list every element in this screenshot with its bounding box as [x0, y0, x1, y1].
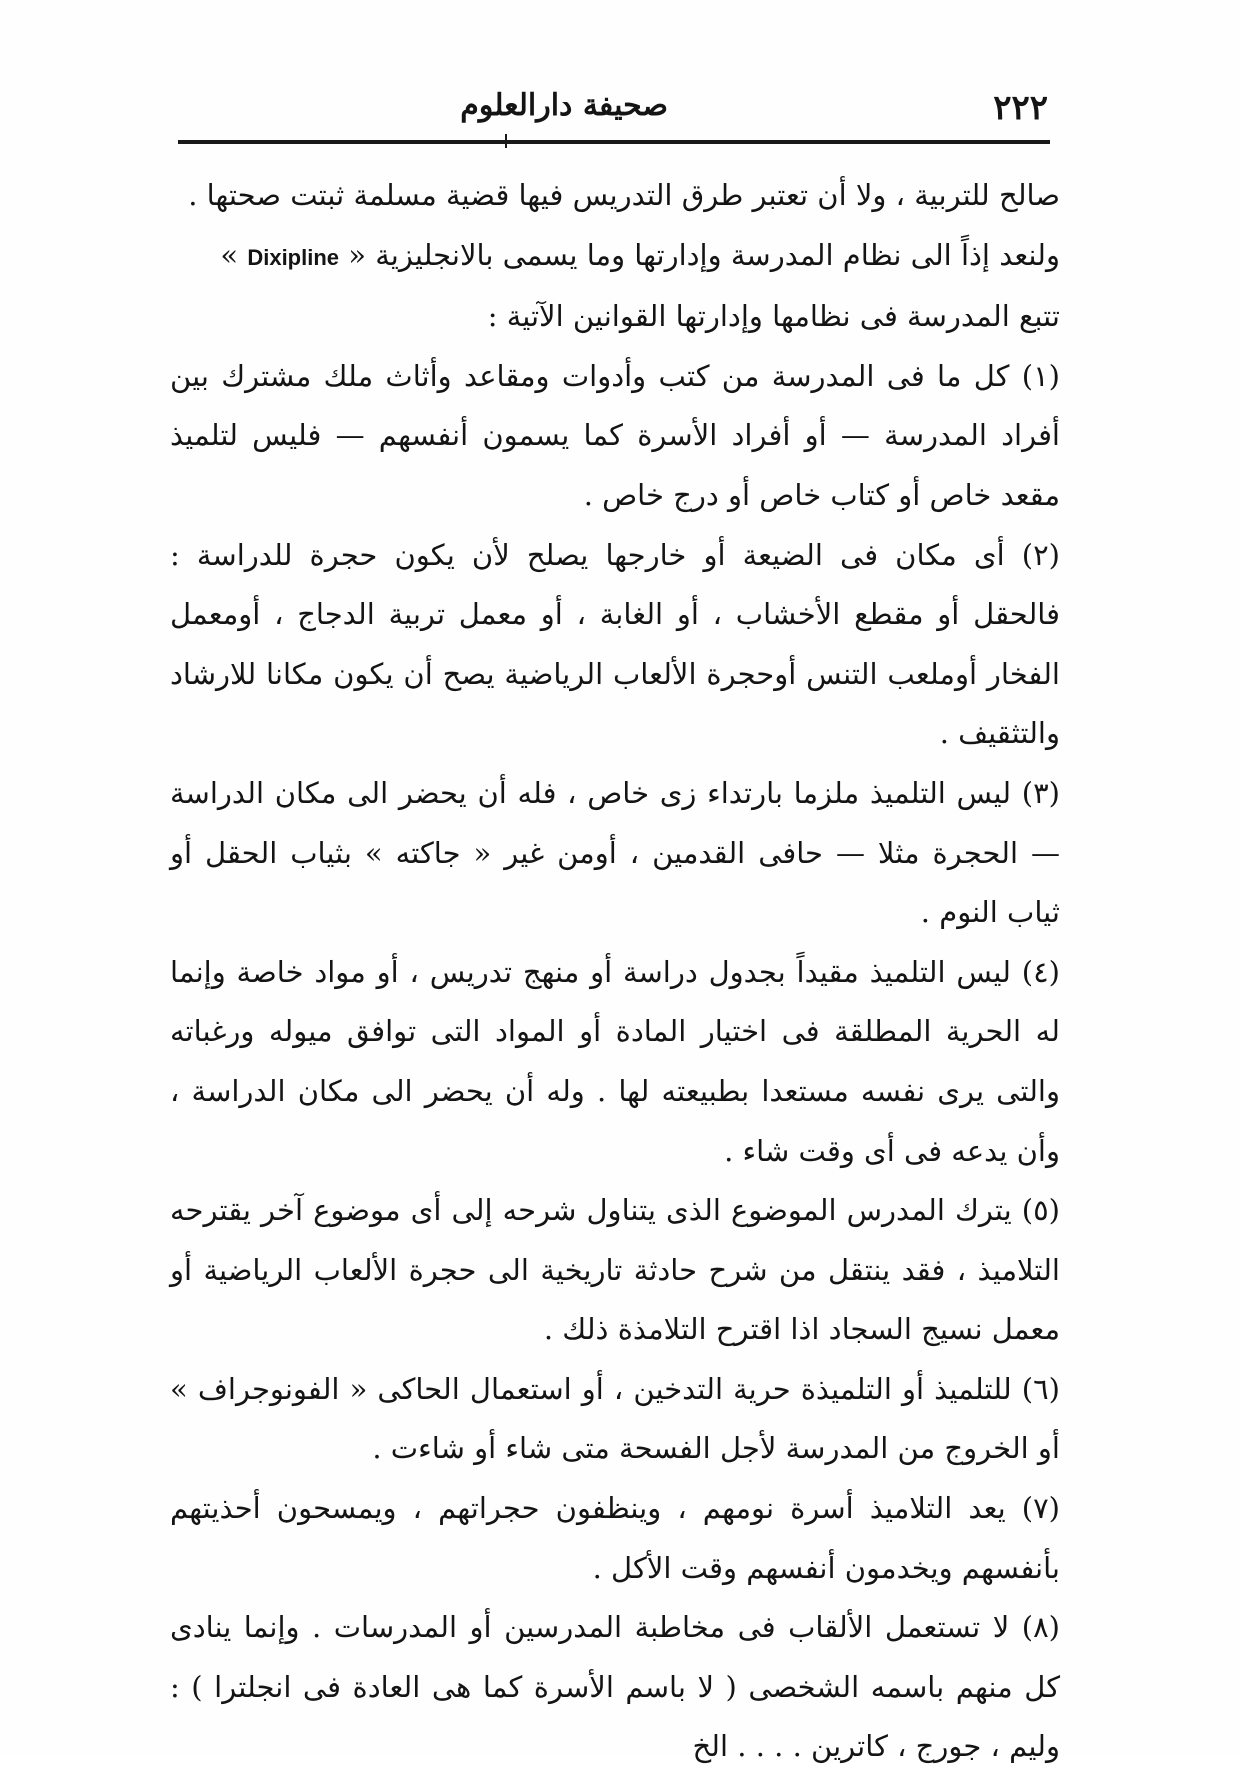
paragraph-intro-end: صالح للتربية ، ولا أن تعتبر طرق التدريس فيها قضية مسلمة ثبتت صحتها . — [188, 178, 1060, 212]
header-rule — [178, 140, 1050, 144]
rule-item-5: (٥) يترك المدرس الموضوع الذى يتناول شرحه إلى أى موضوع آخر يقترحه التلاميذ ، فقد ينتقل من شرح حادثة تاريخية الى حجرة الألعاب الرياضية أو معمل نسيج السجاد اذا اقترح التلامذة ذلك . — [170, 1193, 1060, 1347]
rule-item-6: (٦) للتلميذ أو التلميذة حرية التدخين ، أو استعمال الحاكى « الفونوجراف » أو الخروج من المدرسة لأجل الفسحة متى شاء أو شاءت . — [170, 1371, 1060, 1466]
body-text — [170, 166, 1060, 1777]
rule-item-7: (٧) يعد التلاميذ أسرة نومهم ، وينظفون حجراتهم ، ويمسحون أحذيتهم بأنفسهم ويخدمون أنفسهم وقت الأكل . — [170, 1491, 1060, 1585]
paragraph-rules-lead: تتبع المدرسة فى نظامها وإدارتها القوانين الآتية : — [487, 299, 1060, 334]
rule-item-2: (٢) أى مكان فى الضيعة أو خارجها يصلح لأن يكون حجرة للدراسة : فالحقل أو مقطع الأخشاب ، أو الغابة ، أو معمل تربية الدجاج ، أومعمل الفخار أوملعب التنس أوحجرة الألعاب الرياضية يصح أن يكون مكانا للارشاد والتثقيف . — [170, 537, 1060, 751]
rule-item-4: (٤) ليس التلميذ مقيداً بجدول دراسة أو منهج تدريس ، أو مواد خاصة وإنما له الحرية المطلقة فى اختيار المادة أو المواد التى توافق ميوله ورغباته والتى يرى نفسه مستعدا بطبيعته لها . وله أن يحضر الى مكان الدراسة ، وأن يدعه فى أى وقت شاء . — [170, 954, 1060, 1168]
paragraph-school-system — [170, 226, 1060, 288]
rule-item-1: (١) كل ما فى المدرسة من كتب وأدوات ومقاعد وأثاث ملك مشترك بين أفراد المدرسة — أو أفراد الأسرة كما يسمون أنفسهم — فليس لتلميذ مقعد خاص أو كتاب خاص أو درج خاص . — [170, 358, 1060, 512]
page-number: ٢٢٢ — [993, 88, 1048, 128]
paragraph-school-system-suffix: » — [220, 237, 248, 272]
english-term: Dixipline — [247, 244, 340, 270]
running-title: صحيفة دارالعلوم — [460, 88, 668, 123]
rule-item-3: (٣) ليس التلميذ ملزما بارتداء زى خاص ، فله أن يحضر الى مكان الدراسة — الحجرة مثلا — حافى القدمين ، أومن غير « جاكته » بثياب الحقل أو ثياب النوم . — [170, 775, 1060, 930]
paragraph-school-system-text: ولنعد إذاً الى نظام المدرسة وإدارتها وما يسمى بالانجليزية « — [339, 237, 1060, 272]
rule-item-8: (٨) لا تستعمل الألقاب فى مخاطبة المدرسين أو المدرسات . وإنما ينادى كل منهم باسمه الشخصى ( لا باسم الأسرة كما هى العادة فى انجلترا ) : وليم ، جورج ، كاترين . . . . الخ — [170, 1610, 1060, 1764]
header-rule-mark — [505, 134, 507, 148]
page-header — [178, 88, 1048, 132]
